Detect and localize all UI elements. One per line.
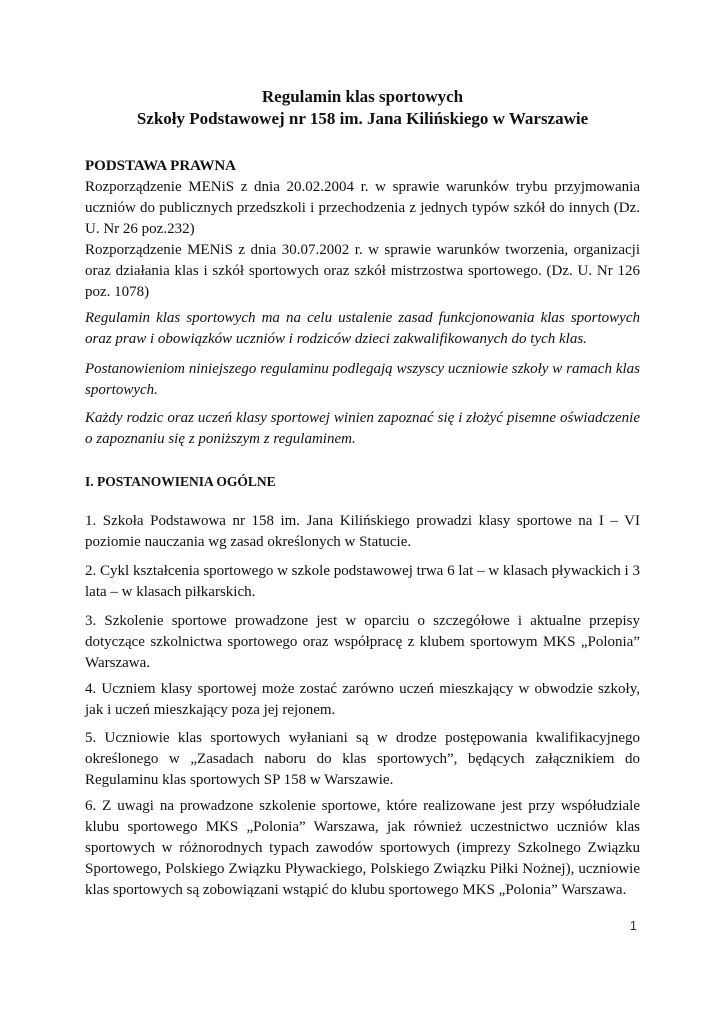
document-title	[60, 86, 665, 130]
intro-paragraph-3-block	[85, 408, 640, 450]
legal-basis-heading: PODSTAWA PRAWNA	[85, 158, 236, 174]
section-1-item: 4. Uczniem klasy sportowej może zostać zarówno uczeń mieszkający w obwodzie szkoły, jak i uczeń mieszkający poza jej rejonem.	[85, 681, 640, 718]
legal-basis-paragraph-1: Rozporządzenie MENiS z dnia 20.02.2004 r. w sprawie warunków trybu przyjmowania uczniów do publicznych przedszkoli i przechodzenia z jednych typów szkół do innych (Dz. U. Nr 26 poz.232)	[85, 179, 640, 237]
section-1-item: 5. Uczniowie klas sportowych wyłaniani są w drodze postępowania kwalifikacyjnego określonego w „Zasadach naboru do klas sportowych”, będących załącznikiem do Regulaminu klas sportowych SP 158 w Warszawie.	[85, 730, 640, 788]
legal-basis-block	[85, 156, 640, 240]
section-1-item: 2. Cykl kształcenia sportowego w szkole podstawowej trwa 6 lat – w klasach pływackich i 3 lata – w klasach piłkarskich.	[85, 563, 640, 600]
section-1-heading: I. POSTANOWIENIA OGÓLNE	[85, 474, 276, 489]
legal-basis-paragraph-2-block	[85, 240, 640, 303]
intro-paragraph-1: Regulamin klas sportowych ma na celu ustalenie zasad funkcjonowania klas sportowych oraz praw i obowiązków uczniów i rodziców dzieci zakwalifikowanych do tych klas.	[85, 310, 640, 347]
section-1-item-6-block	[85, 796, 640, 901]
intro-paragraph-2: Postanowieniom niniejszego regulaminu podlegają wszyscy uczniowie szkoły w ramach klas sportowych.	[85, 361, 640, 398]
section-1-item-4-block	[85, 679, 640, 721]
intro-paragraph-2-block	[85, 359, 640, 401]
title-line-2: Szkoły Podstawowej nr 158 im. Jana Kilińskiego w Warszawie	[136, 109, 589, 128]
section-1-item: 1. Szkoła Podstawowa nr 158 im. Jana Kilińskiego prowadzi klasy sportowe na I – VI poziomie nauczania wg zasad określonych w Statucie.	[85, 513, 640, 550]
title-line-1: Regulamin klas sportowych	[261, 87, 464, 106]
page-number: 1	[629, 918, 637, 933]
section-1-item-3-block	[85, 611, 640, 674]
section-1-item: 3. Szkolenie sportowe prowadzone jest w oparciu o szczegółowe i aktualne przepisy dotyczące szkolnictwa sportowego oraz współpracę z klubem sportowym MKS „Polonia” Warszawa.	[85, 613, 640, 671]
section-1-item: 6. Z uwagi na prowadzone szkolenie sportowe, które realizowane jest przy współudziale klubu sportowego MKS „Polonia” Warszawa, jak również uczestnictwo uczniów klas sportowych w różnorodnych typach zawodów sportowych (imprezy Szkolnego Związku Sportowego, Polskiego Związku Pływackiego, Polskiego Związku Piłki Nożnej), uczniowie klas sportowych są zobowiązani wstąpić do klubu sportowego MKS „Polonia” Warszawa.	[85, 798, 640, 898]
section-1-item-1-block	[85, 511, 640, 553]
intro-paragraph-1-block	[85, 308, 640, 350]
intro-paragraph-3: Każdy rodzic oraz uczeń klasy sportowej winien zapoznać się i złożyć pisemne oświadczenie o zapoznaniu się z poniższym z regulaminem.	[85, 410, 640, 447]
legal-basis-paragraph-2: Rozporządzenie MENiS z dnia 30.07.2002 r. w sprawie warunków tworzenia, organizacji oraz działania klas i szkół sportowych oraz szkół mistrzostwa sportowego. (Dz. U. Nr 126 poz. 1078)	[85, 242, 640, 300]
section-1-item-2-block	[85, 561, 640, 603]
section-1-item-5-block	[85, 728, 640, 791]
